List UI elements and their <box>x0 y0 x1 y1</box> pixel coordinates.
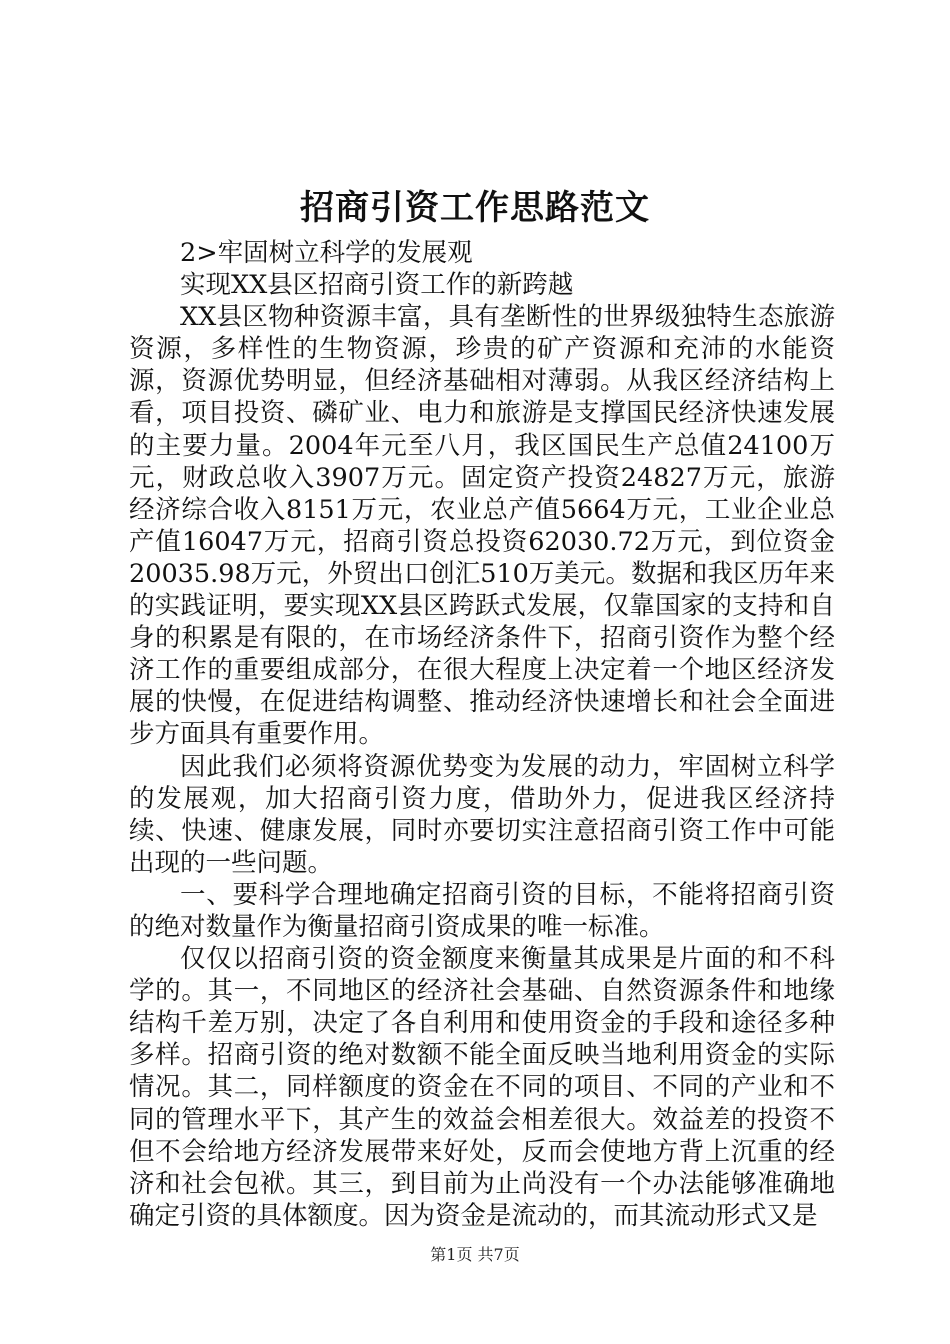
document-body <box>129 237 835 1232</box>
document-title: 招商引资工作思路范文 <box>300 188 650 228</box>
paragraph-therefore: 因此我们必须将资源优势变为发展的动力，牢固树立科学的发展观，加大招商引资力度，借助外力，促进我区经济持续、快速、健康发展，同时亦要切实注意招商引资工作中可能出现的一些问题。 <box>129 751 835 878</box>
paragraph-explanation: 仅仅以招商引资的资金额度来衡量其成果是片面的和不科学的。其一，不同地区的经济社会基础、自然资源条件和地缘结构千差万别，决定了各自利用和使用资金的手段和途径多种多样。招商引资的绝对数额不能全面反映当地利用资金的实际情况。其二，同样额度的资金在不同的项目、不同的产业和不同的管理水平下，其产生的效益会相差很大。效益差的投资不但不会给地方经济发展带来好处，反而会使地方背上沉重的经济和社会包袱。其三，到目前为止尚没有一个办法能够准确地确定引资的具体额度。因为资金是流动的，而其流动形式又是 <box>129 944 835 1231</box>
paragraph-resources: XX县区物种资源丰富，具有垄断性的世界级独特生态旅游资源，多样性的生物资源，珍贵的矿产资源和充沛的水能资源，资源优势明显，但经济基础相对薄弱。从我区经济结构上看，项目投资、磷矿业、电力和旅游是支撑国民经济快速发展的主要力量。2004年元至八月，我区国民生产总值24100万元，财政总收入3907万元。固定资产投资24827万元，旅游经济综合收入8151万元，农业总产值5664万元，工业企业总产值16047万元，招商引资总投资62030.72万元，到位资金20035.98万元，外贸出口创汇510万美元。数据和我区历年来的实践证明，要实现XX县区跨跃式发展，仅靠国家的支持和自身的积累是有限的，在市场经济条件下，招商引资作为整个经济工作的重要组成部分，在很大程度上决定着一个地区经济发展的快慢，在促进结构调整、推动经济快速增长和社会全面进步方面具有重要作用。 <box>129 302 835 750</box>
paragraph-subtitle-2: 实现XX县区招商引资工作的新跨越 <box>180 270 574 301</box>
paragraph-subtitle-1: 2>牢固树立科学的发展观 <box>180 238 473 268</box>
page-footer: 第1页 共7页 <box>430 1245 520 1264</box>
paragraph-section-one: 一、要科学合理地确定招商引资的目标，不能将招商引资的绝对数量作为衡量招商引资成果的唯一标准。 <box>129 879 835 942</box>
